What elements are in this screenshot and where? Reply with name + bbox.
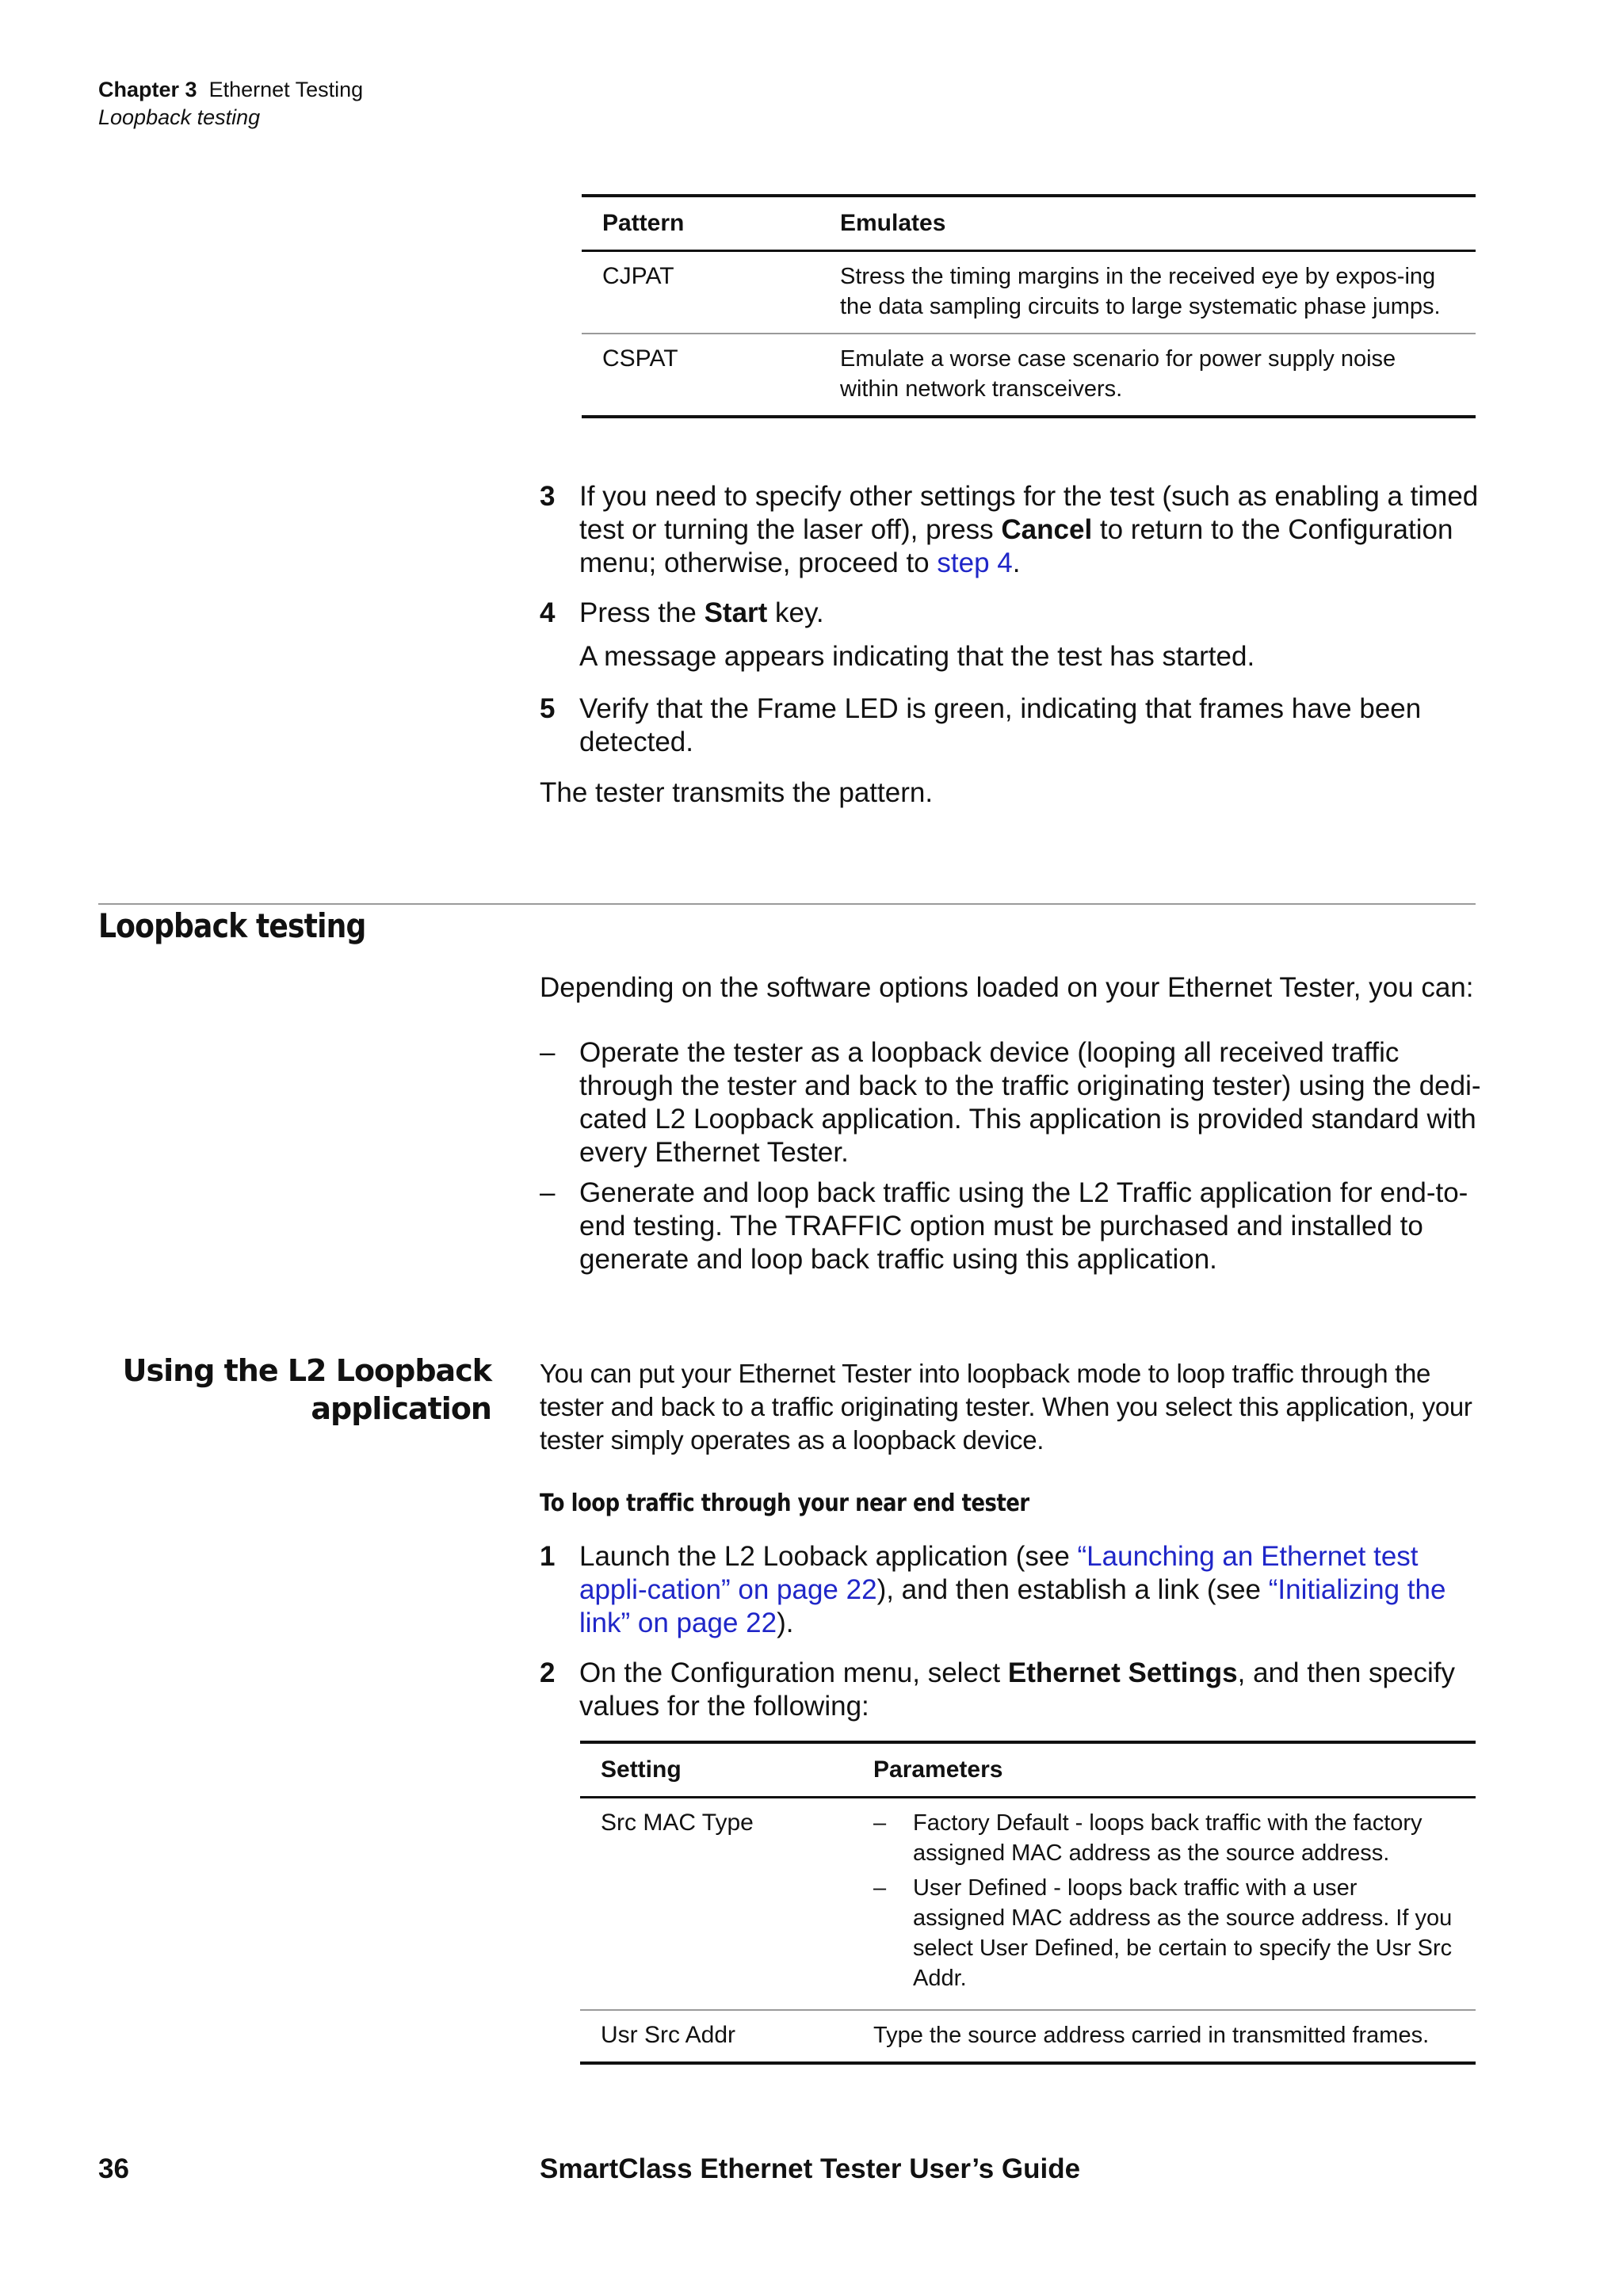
step-text-part: to return to the Configuration menu; otherwise, proceed to (579, 514, 1453, 578)
setting-cell: Usr Src Addr (580, 2010, 853, 2063)
step-result: A message appears indicating that the test has started. (579, 641, 1255, 672)
option-text: User Defined - loops back traffic with a user assigned MAC address as the source address. If you select User Defined, be certain to specify the Usr Src Addr. (913, 1875, 1453, 1991)
cancel-key-name: Cancel (1001, 514, 1093, 545)
step-3 (540, 480, 1491, 580)
list-item (873, 1873, 1455, 1993)
step-number: 3 (540, 481, 556, 512)
start-key-name: Start (704, 597, 768, 628)
list-item-text: Operate the tester as a loopback device (looping all received traffic through the tester and back to the traffic originating tester) using the dedi-cated L2 Loopback application. This application is provided standard with every Ethernet Tester. (579, 1037, 1481, 1168)
step-text (579, 597, 1491, 630)
step-2 (540, 1657, 1491, 1723)
running-header (98, 76, 363, 132)
header-chapter-line (98, 76, 363, 104)
dash-marker: – (873, 1875, 887, 1901)
column-header-setting: Setting (580, 1742, 853, 1798)
chapter-title: Ethernet Testing (208, 78, 364, 101)
dash-marker: – (540, 1177, 556, 1208)
launching-ethernet-app-link[interactable]: “Launching an Ethernet test appli-cation” on page 22 (579, 1541, 1419, 1605)
table-row (580, 1798, 1476, 2011)
dash-marker: – (540, 1037, 556, 1068)
step-1 (540, 1540, 1491, 1640)
footer-title: SmartClass Ethernet Tester User’s Guide (540, 2153, 1081, 2184)
outcome-text: The tester transmits the pattern. (540, 777, 934, 808)
parameter-options (873, 1808, 1455, 1993)
page-number: 36 (98, 2153, 129, 2184)
table-row (580, 2010, 1476, 2063)
column-header-parameters: Parameters (853, 1742, 1476, 1798)
initializing-link-link[interactable]: “Initializing the link” on page 22 (579, 1574, 1446, 1638)
subsection-heading-l2-loopback (98, 1352, 491, 1428)
column-header-emulates: Emulates (819, 196, 1476, 251)
list-item (540, 1177, 1491, 1276)
pattern-table (582, 194, 1476, 418)
step-text-part: On the Configuration menu, select (579, 1657, 1008, 1688)
table-row (582, 334, 1476, 417)
loopback-intro: Depending on the software options loaded on your Ethernet Tester, you can: (540, 972, 1474, 1003)
header-section: Loopback testing (98, 105, 261, 129)
l2-intro: You can put your Ethernet Tester into loopback mode to loop traffic through the tester and back to a traffic originating tester. When you select this application, your tester simply operates as a loopback device. (540, 1359, 1472, 1455)
step-4 (540, 597, 1491, 673)
step-text: Verify that the Frame LED is green, indicating that frames have been detected. (579, 693, 1422, 757)
list-item-text: Generate and loop back traffic using the L2 Traffic application for end-to-end testing. The TRAFFIC option must be purchased and installed to generate and loop back traffic using this application. (579, 1177, 1468, 1275)
step-text-part: ), and then establish a link (see (876, 1574, 1269, 1605)
option-text: Factory Default - loops back traffic with the factory assigned MAC address as the source address. (913, 1810, 1423, 1866)
list-item (873, 1808, 1455, 1868)
section-heading-loopback-testing: Loopback testing (98, 906, 366, 945)
ethernet-settings-label: Ethernet Settings (1007, 1657, 1238, 1688)
step-4-link[interactable]: step 4 (937, 547, 1013, 578)
step-text (579, 1540, 1491, 1640)
emulates-cell: Stress the timing margins in the received eye by expos-ing the data sampling circuits to large systematic phase jumps. (840, 264, 1441, 319)
parameters-cell: Type the source address carried in transmitted frames. (853, 2010, 1476, 2063)
setting-cell: Src MAC Type (601, 1810, 754, 1836)
step-number: 4 (540, 597, 556, 628)
column-header-pattern: Pattern (582, 196, 819, 251)
heading-line: application (311, 1391, 491, 1426)
pattern-cell: CJPAT (602, 263, 674, 289)
procedure-title: To loop traffic through your near end tester (540, 1489, 1029, 1517)
list-item (540, 1036, 1491, 1169)
table-row (582, 251, 1476, 334)
dash-marker: – (873, 1810, 887, 1836)
step-text-part: If you need to specify other settings for the test (such as enabling a timed test or turning the laser off), press (579, 481, 1479, 545)
step-number: 2 (540, 1657, 556, 1688)
step-text-part: , and then specify values for the following: (579, 1657, 1455, 1722)
step-text-part: . (1012, 547, 1021, 578)
step-text-part: Press the (579, 597, 705, 628)
emulates-cell: Emulate a worse case scenario for power supply noise within network transceivers. (819, 334, 1476, 417)
section-divider (98, 903, 1476, 905)
step-text-part: key. (767, 597, 824, 628)
pattern-cell: CSPAT (582, 334, 819, 417)
step-5 (540, 692, 1491, 759)
settings-table (580, 1741, 1476, 2065)
chapter-label: Chapter 3 (98, 78, 197, 101)
parameters-cell (853, 1798, 1476, 2011)
heading-line: Using the L2 Loopback (122, 1353, 491, 1388)
step-number: 1 (540, 1541, 556, 1572)
step-number: 5 (540, 693, 556, 724)
step-text (579, 1657, 1491, 1723)
step-text-part: Launch the L2 Looback application (see (579, 1541, 1078, 1572)
step-text-part: ). (777, 1608, 794, 1638)
step-text (579, 480, 1491, 580)
